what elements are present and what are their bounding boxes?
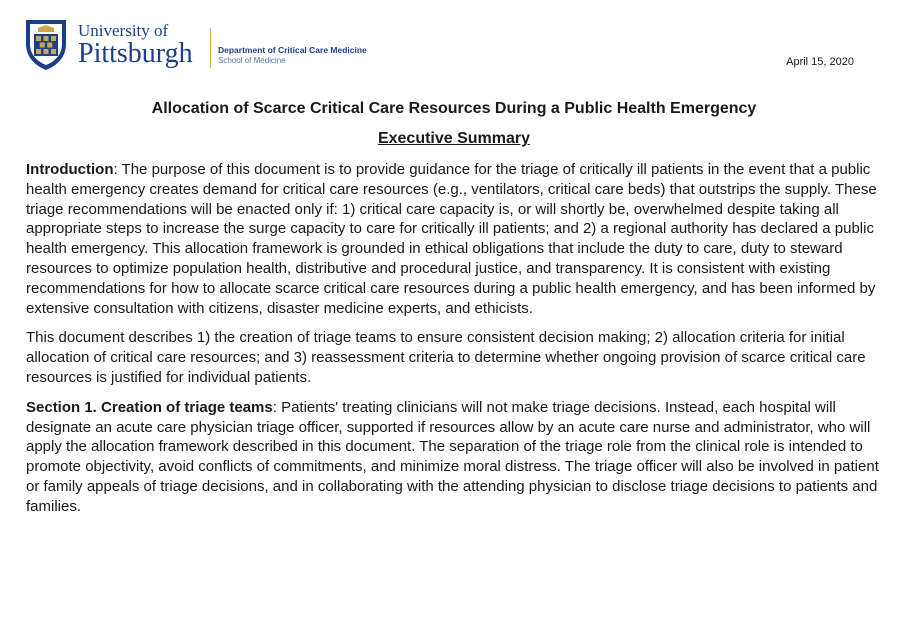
header-divider [210,28,211,68]
university-wordmark [78,22,193,68]
overview-paragraph: This document describes 1) the creation of triage teams to ensure consistent decision making; 2) allocation criteria for initial allocation of critical care resources; and 3) reassessment criteria to determine whether ongoing provision of scarce critical care resources is justified for individual patients. [26,329,866,386]
section1-heading: Section 1. Creation of triage teams [26,398,273,416]
department-name: Department of Critical Care Medicine [218,45,367,55]
document-date: April 15, 2020 [786,56,854,68]
department-block [218,45,367,66]
letterhead [22,12,892,82]
school-name: School of Medicine [218,55,286,65]
document-body [26,160,884,527]
university-seal-icon [22,14,70,72]
section1-text: : Patients' treating clinicians will not make triage decisions. Instead, each hospital will designate an acute care physician triage officer, supported if resources allow by an acute care nurse and administrator, who will apply the allocation framework described in this document. The separation of the triage role from the clinical role is intended to promote objectivity, avoid conflicts of commitments, and minimize moral distress. The triage officer will also be involved in patient or family appeals of triage decisions, and in collaborating with the attending physician to disclose triage decisions to patients and families. [26,398,879,515]
intro-paragraph [26,160,884,318]
university-name-line2: Pittsburgh [78,38,193,69]
document-title: Allocation of Scarce Critical Care Resources During a Public Health Emergency [151,100,757,117]
intro-heading: Introduction [26,161,114,178]
university-name-line1: University of [78,21,169,40]
document-subtitle: Executive Summary [377,130,531,147]
intro-text: : The purpose of this document is to provide guidance for the triage of critically ill patients in the event that a public health emergency creates demand for critical care resources (e.g., ventilators, critical care beds) that outstrips the supply. These triage recommendations will be enacted only if: 1) critical care capacity is, or will shortly be, overwhelmed despite taking all appropriate steps to increase the surge capacity to care for critically ill patients; and 2) a regional authority has declared a public health emergency. This allocation framework is grounded in ethical obligations that include the duty to care, duty to steward resources to optimize population health, distributive and procedural justice, and transparency. It is consistent with existing recommendations for how to allocate scarce critical care resources during a public health emergency, and has been informed by extensive consultation with citizens, disaster medicine experts, and ethicists. [26,161,877,317]
section1-paragraph [26,398,884,517]
